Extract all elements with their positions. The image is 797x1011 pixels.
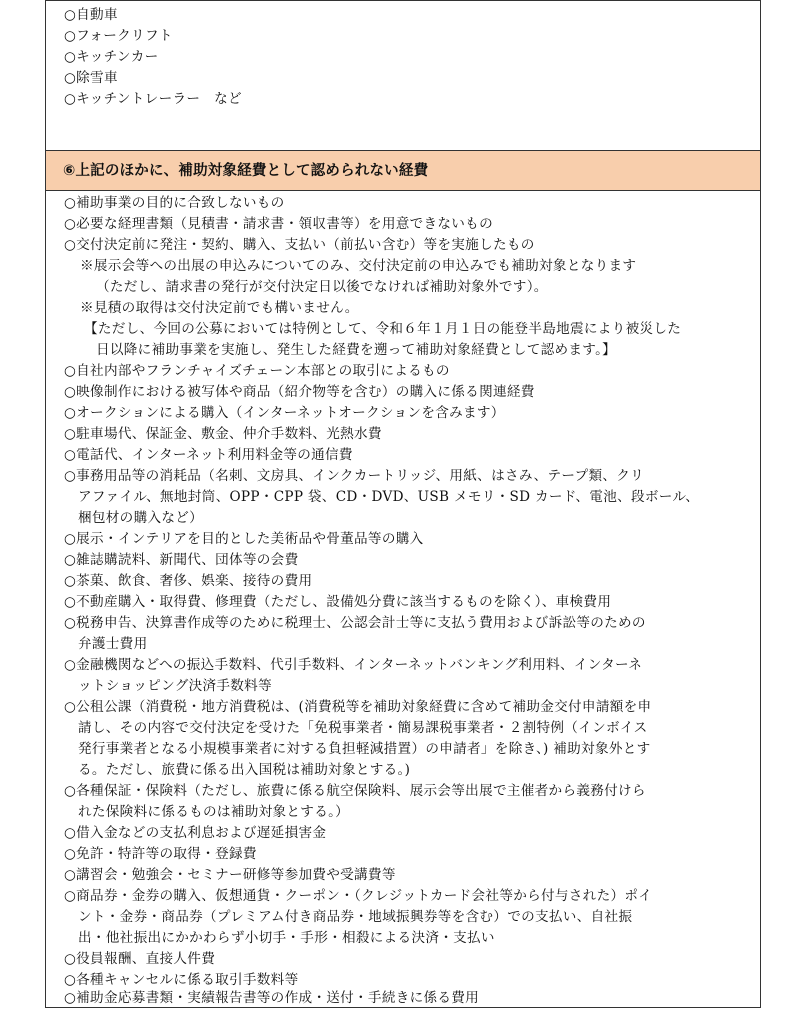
list-item-continued: ント・金券・商品券（プレミアム付き商品券・地域振興券等を含む）での支払い、自社振 (78, 909, 633, 925)
list-item: ○借入金などの支払利息および遅延損害金 (64, 825, 327, 841)
list-item: ○免許・特許等の取得・登録費 (64, 846, 257, 862)
document-frame (45, 0, 761, 1008)
vehicle-item: ○フォークリフト (64, 28, 173, 44)
list-item: ○展示・インテリアを目的とした美術品や骨董品等の購入 (64, 531, 424, 547)
list-item-continued: れた保険料に係るものは補助対象とする。） (78, 804, 350, 820)
list-item-continued: る。ただし、旅費に係る出入国税は補助対象とする。) (78, 762, 411, 778)
vehicle-list-block (46, 1, 760, 151)
list-item: ○税務申告、決算書作成等のために税理士、公認会計士等に支払う費用および訴訟等のための (64, 615, 646, 631)
list-item: ○電話代、インターネット利用料金等の通信費 (64, 447, 353, 463)
list-item: ○映像制作における被写体や商品（紹介物等を含む）の購入に係る関連経費 (64, 384, 535, 400)
note-line: 日以降に補助事業を実施し、発生した経費を遡って補助対象経費として認めます。】 (96, 342, 617, 358)
list-item: ○駐車場代、保証金、敷金、仲介手数料、光熱水費 (64, 426, 382, 442)
note-line: ※見積の取得は交付決定前でも構いません。 (80, 300, 359, 316)
list-item: ○各種保証・保険料（ただし、旅費に係る航空保険料、展示会等出展で主催者から義務付けら (64, 783, 646, 799)
list-item-continued: ットショッピング決済手数料等 (78, 678, 272, 694)
list-item: ○公租公課（消費税・地方消費税は、(消費税等を補助対象経費に含めて補助金交付申請額を申 (64, 699, 652, 715)
list-item: ○商品券・金券の購入、仮想通貨・クーポン・（クレジットカード会社等から付与された）ポイ (64, 888, 653, 904)
list-item: ○役員報酬、直接人件費 (64, 951, 216, 967)
list-item: ○各種キャンセルに係る取引手数料等 (64, 972, 299, 988)
list-item-continued: アファイル、無地封筒、OPP・CPP 袋、CD・DVD、USB メモリ・SD カード、電池、段ボール、 (78, 489, 700, 505)
section-header: ⑥上記のほかに、補助対象経費として認められない経費 (46, 151, 760, 191)
note-line: （ただし、請求書の発行が交付決定日以後でなければ補助対象外です）。 (96, 279, 548, 295)
list-item: ○事務用品等の消耗品（名刺、文房具、インクカートリッジ、用紙、はさみ、テープ類、クリ (64, 468, 645, 484)
list-item: ○金融機関などへの振込手数料、代引手数料、インターネットバンキング利用料、インターネ (64, 657, 643, 673)
vehicle-item: ○キッチントレーラー など (64, 91, 242, 107)
list-item: ○茶菓、飲食、奢侈、娯楽、接待の費用 (64, 573, 313, 589)
list-item: ○講習会・勉強会・セミナー研修等参加費や受講費等 (64, 867, 396, 883)
vehicle-item: ○除雪車 (64, 70, 118, 86)
note-line: 【ただし、今回の公募においては特例として、令和６年１月１日の能登半島地震により被災した (84, 321, 682, 337)
vehicle-item: ○自動車 (64, 7, 118, 23)
list-item: ○交付決定前に発注・契約、購入、支払い（前払い含む）等を実施したもの (64, 237, 535, 253)
list-item-continued: 請し、その内容で交付決定を受けた「免税事業者・簡易課税事業者・２割特例（インボイス (78, 720, 648, 736)
list-item: ○オークションによる購入（インターネットオークションを含みます） (64, 405, 505, 421)
list-item: ○雑誌購読料、新聞代、団体等の会費 (64, 552, 299, 568)
list-item-continued: 出・他社振出にかかわらず小切手・手形・相殺による決済・支払い (78, 930, 495, 946)
vehicle-item: ○キッチンカー (64, 49, 159, 65)
list-item: ○補助事業の目的に合致しないもの (64, 195, 285, 211)
list-item: ○補助金応募書類・実績報告書等の作成・送付・手続きに係る費用 (64, 990, 480, 1006)
note-line: ※展示会等への出展の申込みについてのみ、交付決定前の申込みでも補助対象となります (80, 258, 637, 274)
list-item-continued: 弁護士費用 (78, 636, 148, 652)
list-item-continued: 梱包材の購入など） (78, 510, 204, 526)
list-item: ○不動産購入・取得費、修理費（ただし、設備処分費に該当するものを除く）、車検費用 (64, 594, 612, 610)
list-item-continued: 発行事業者となる小規模事業者に対する負担軽減措置）の申請者」を除き、) 補助対象外とす (78, 741, 651, 757)
list-item: ○自社内部やフランチャイズチェーン本部との取引によるもの (64, 363, 450, 379)
list-item: ○必要な経理書類（見積書・請求書・領収書等）を用意できないもの (64, 216, 493, 232)
